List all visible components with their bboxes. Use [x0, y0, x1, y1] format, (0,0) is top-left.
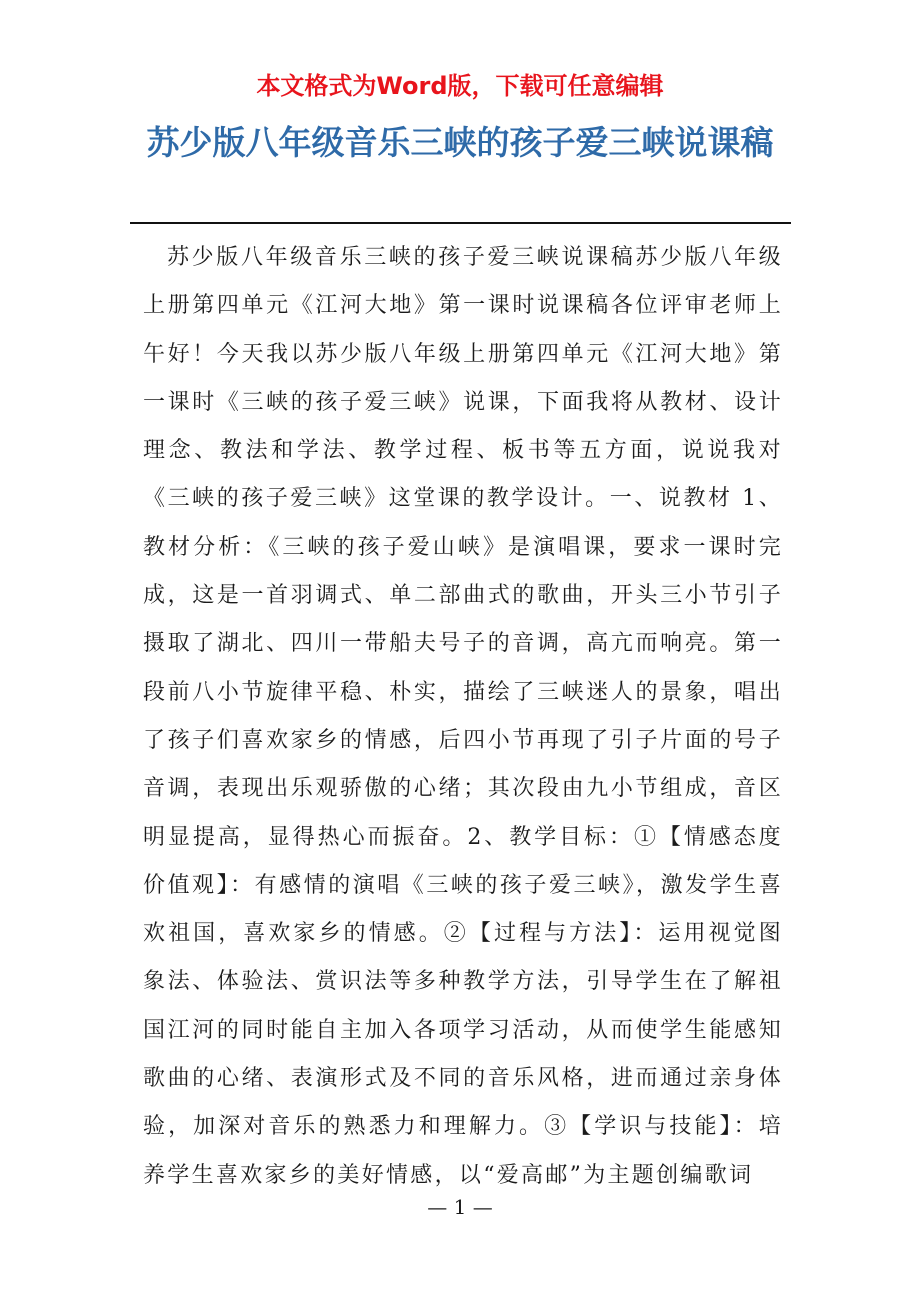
page-number: — 1 — — [427, 1195, 493, 1219]
format-banner: 本文格式为Word版，下载可任意编辑 — [256, 72, 664, 100]
document-title: 苏少版八年级音乐三峡的孩子爱三峡说课稿 — [146, 123, 774, 162]
body-paragraph: 苏少版八年级音乐三峡的孩子爱三峡说课稿苏少版八年级上册第四单元《江河大地》第一课时说课稿各位评审老师上午好！今天我以苏少版八年级上册第四单元《江河大地》第一课时《三峡的孩子爱三峡》说课，下面我将从教材、设计理念、教法和学法、教学过程、板书等五方面，说说我对《三峡的孩子爱三峡》这堂课的教学设计。一、说教材 1、教材分析：《三峡的孩子爱山峡》是演唱课，要求一课时完成，这是一首羽调式、单二部曲式的歌曲，开头三小节引子摄取了湖北、四川一带船夫号子的音调，高亢而响亮。第一段前八小节旋律平稳、朴实，描绘了三峡迷人的景象，唱出了孩子们喜欢家乡的情感，后四小节再现了引子片面的号子音调，表现出乐观骄傲的心绪；其次段由九小节组成，音区明显提高，显得热心而振奋。2、教学目标：①【情感态度价值观】：有感情的演唱《三峡的孩子爱三峡》，激发学生喜欢祖国，喜欢家乡的情感。②【过程与方法】：运用视觉图象法、体验法、赏识法等多种教学方法，引导学生在了解祖国江河的同时能自主加入各项学习活动，从而使学生能感知歌曲的心绪、表演形式及不同的音乐风格，进而通过亲身体验，加深对音乐的熟悉力和理解力。③【学识与技能】：培养学生喜欢家乡的美好情感，以“爱高邮”为主题创编歌词 — [143, 245, 783, 1188]
title-divider — [130, 222, 791, 224]
